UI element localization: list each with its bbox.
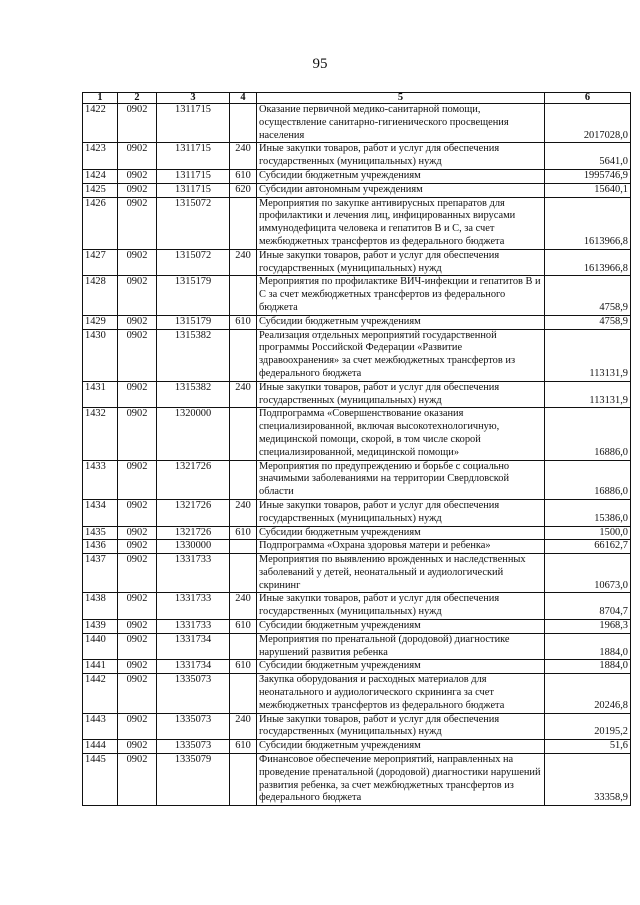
amount-cell: 1613966,8: [545, 249, 631, 276]
expense-type-cell: 610: [230, 660, 257, 674]
item-name-cell: Субсидии бюджетным учреждениям: [257, 169, 545, 183]
row-number-cell: 1440: [83, 633, 118, 660]
section-code-cell: 0902: [118, 143, 157, 170]
amount-cell: 8704,7: [545, 593, 631, 620]
item-name-cell: Реализация отдельных мероприятий государственной программы Российской Федерации «Развитие здравоохранения» за счет межбюджетных трансфертов из федерального бюджета: [257, 329, 545, 381]
section-code-cell: 0902: [118, 183, 157, 197]
column-header: 3: [157, 93, 230, 104]
target-code-cell: 1311715: [157, 183, 230, 197]
row-number-cell: 1442: [83, 674, 118, 713]
item-name-cell: Субсидии автономным учреждениям: [257, 183, 545, 197]
row-number-cell: 1422: [83, 104, 118, 143]
section-code-cell: 0902: [118, 329, 157, 381]
expense-type-cell: 240: [230, 713, 257, 740]
row-number-cell: 1427: [83, 249, 118, 276]
table-row: [83, 197, 631, 249]
section-code-cell: 0902: [118, 460, 157, 499]
row-number-cell: 1434: [83, 499, 118, 526]
item-name-cell: Подпрограмма «Совершенствование оказания специализированной, включая высокотехнологичную, медицинской помощи, скорой, в том числе скорой специализированной, медицинской помощи»: [257, 408, 545, 460]
item-name-cell: Субсидии бюджетным учреждениям: [257, 620, 545, 634]
amount-cell: 20195,2: [545, 713, 631, 740]
item-name-cell: Мероприятия по профилактике ВИЧ-инфекции и гепатитов В и С за счет межбюджетных трансфертов из федерального бюджета: [257, 276, 545, 315]
table-row: [83, 740, 631, 754]
target-code-cell: 1321726: [157, 526, 230, 540]
section-code-cell: 0902: [118, 276, 157, 315]
row-number-cell: 1441: [83, 660, 118, 674]
target-code-cell: 1315179: [157, 315, 230, 329]
target-code-cell: 1321726: [157, 499, 230, 526]
target-code-cell: 1311715: [157, 104, 230, 143]
item-name-cell: Подпрограмма «Охрана здоровья матери и ребенка»: [257, 540, 545, 554]
expense-type-cell: 240: [230, 381, 257, 408]
amount-cell: 51,6: [545, 740, 631, 754]
amount-cell: 1995746,9: [545, 169, 631, 183]
row-number-cell: 1430: [83, 329, 118, 381]
amount-cell: 15640,1: [545, 183, 631, 197]
expense-type-cell: [230, 633, 257, 660]
row-number-cell: 1445: [83, 754, 118, 806]
target-code-cell: 1311715: [157, 143, 230, 170]
expense-type-cell: 610: [230, 620, 257, 634]
target-code-cell: 1335079: [157, 754, 230, 806]
expense-type-cell: [230, 460, 257, 499]
item-name-cell: Субсидии бюджетным учреждениям: [257, 660, 545, 674]
expense-type-cell: [230, 197, 257, 249]
expense-type-cell: 620: [230, 183, 257, 197]
item-name-cell: Иные закупки товаров, работ и услуг для обеспечения государственных (муниципальных) нужд: [257, 713, 545, 740]
section-code-cell: 0902: [118, 633, 157, 660]
item-name-cell: Иные закупки товаров, работ и услуг для обеспечения государственных (муниципальных) нужд: [257, 381, 545, 408]
item-name-cell: Иные закупки товаров, работ и услуг для обеспечения государственных (муниципальных) нужд: [257, 499, 545, 526]
target-code-cell: 1331733: [157, 554, 230, 593]
section-code-cell: 0902: [118, 593, 157, 620]
amount-cell: 113131,9: [545, 329, 631, 381]
column-header: 2: [118, 93, 157, 104]
expense-type-cell: 610: [230, 315, 257, 329]
row-number-cell: 1438: [83, 593, 118, 620]
row-number-cell: 1432: [83, 408, 118, 460]
table-row: [83, 713, 631, 740]
target-code-cell: 1315179: [157, 276, 230, 315]
amount-cell: 4758,9: [545, 276, 631, 315]
section-code-cell: 0902: [118, 660, 157, 674]
expense-type-cell: 610: [230, 169, 257, 183]
amount-cell: 20246,8: [545, 674, 631, 713]
section-code-cell: 0902: [118, 197, 157, 249]
amount-cell: 1968,3: [545, 620, 631, 634]
page-number: 95: [312, 56, 328, 72]
section-code-cell: 0902: [118, 620, 157, 634]
table-row: [83, 674, 631, 713]
table-row: [83, 169, 631, 183]
item-name-cell: Закупка оборудования и расходных материалов для неонатального и аудиологического скрининга за счет межбюджетных трансфертов из федерального бюджета: [257, 674, 545, 713]
row-number-cell: 1437: [83, 554, 118, 593]
row-number-cell: 1424: [83, 169, 118, 183]
section-code-cell: 0902: [118, 499, 157, 526]
section-code-cell: 0902: [118, 249, 157, 276]
section-code-cell: 0902: [118, 740, 157, 754]
expense-type-cell: 240: [230, 143, 257, 170]
table-row: [83, 381, 631, 408]
target-code-cell: 1315382: [157, 381, 230, 408]
table-row: [83, 460, 631, 499]
row-number-cell: 1431: [83, 381, 118, 408]
expense-type-cell: [230, 554, 257, 593]
table-row: [83, 315, 631, 329]
amount-cell: 113131,9: [545, 381, 631, 408]
table-row: [83, 408, 631, 460]
row-number-cell: 1426: [83, 197, 118, 249]
target-code-cell: 1315072: [157, 197, 230, 249]
item-name-cell: Субсидии бюджетным учреждениям: [257, 526, 545, 540]
expense-type-cell: 240: [230, 249, 257, 276]
row-number-cell: 1428: [83, 276, 118, 315]
column-header: 6: [545, 93, 631, 104]
expense-type-cell: 610: [230, 526, 257, 540]
amount-cell: 1500,0: [545, 526, 631, 540]
expense-type-cell: 610: [230, 740, 257, 754]
expense-type-cell: 240: [230, 593, 257, 620]
row-number-cell: 1423: [83, 143, 118, 170]
item-name-cell: Иные закупки товаров, работ и услуг для обеспечения государственных (муниципальных) нужд: [257, 593, 545, 620]
table-row: [83, 183, 631, 197]
row-number-cell: 1436: [83, 540, 118, 554]
section-code-cell: 0902: [118, 381, 157, 408]
amount-cell: 1884,0: [545, 660, 631, 674]
amount-cell: 1613966,8: [545, 197, 631, 249]
row-number-cell: 1425: [83, 183, 118, 197]
amount-cell: 66162,7: [545, 540, 631, 554]
table-row: [83, 249, 631, 276]
table-row: [83, 633, 631, 660]
amount-cell: 5641,0: [545, 143, 631, 170]
item-name-cell: Финансовое обеспечение мероприятий, направленных на проведение пренатальной (дородовой) диагностики нарушений развития ребенка, за счет межбюджетных трансфертов из федерального бюджета: [257, 754, 545, 806]
column-header: 1: [83, 93, 118, 104]
table-row: [83, 329, 631, 381]
expense-type-cell: [230, 408, 257, 460]
target-code-cell: 1321726: [157, 460, 230, 499]
row-number-cell: 1435: [83, 526, 118, 540]
row-number-cell: 1433: [83, 460, 118, 499]
expense-type-cell: [230, 754, 257, 806]
section-code-cell: 0902: [118, 674, 157, 713]
amount-cell: 2017028,0: [545, 104, 631, 143]
table-row: [83, 554, 631, 593]
target-code-cell: 1335073: [157, 674, 230, 713]
item-name-cell: Мероприятия по пренатальной (дородовой) диагностике нарушений развития ребенка: [257, 633, 545, 660]
table-header-row: [83, 93, 631, 104]
section-code-cell: 0902: [118, 408, 157, 460]
expense-type-cell: [230, 329, 257, 381]
item-name-cell: Иные закупки товаров, работ и услуг для обеспечения государственных (муниципальных) нужд: [257, 143, 545, 170]
table-body: [83, 104, 631, 806]
target-code-cell: 1320000: [157, 408, 230, 460]
table-row: [83, 660, 631, 674]
target-code-cell: 1331734: [157, 633, 230, 660]
column-header: 4: [230, 93, 257, 104]
amount-cell: 10673,0: [545, 554, 631, 593]
row-number-cell: 1443: [83, 713, 118, 740]
expense-type-cell: [230, 540, 257, 554]
target-code-cell: 1315382: [157, 329, 230, 381]
expense-type-cell: [230, 104, 257, 143]
table-row: [83, 499, 631, 526]
table-row: [83, 540, 631, 554]
column-header: 5: [257, 93, 545, 104]
item-name-cell: Мероприятия по выявлению врожденных и наследственных заболеваний у детей, неонатальный и аудиологический скрининг: [257, 554, 545, 593]
row-number-cell: 1439: [83, 620, 118, 634]
row-number-cell: 1444: [83, 740, 118, 754]
amount-cell: 1884,0: [545, 633, 631, 660]
section-code-cell: 0902: [118, 169, 157, 183]
table-row: [83, 104, 631, 143]
target-code-cell: 1331733: [157, 593, 230, 620]
item-name-cell: Оказание первичной медико-санитарной помощи, осуществление санитарно-гигиенического просвещения населения: [257, 104, 545, 143]
section-code-cell: 0902: [118, 315, 157, 329]
row-number-cell: 1429: [83, 315, 118, 329]
item-name-cell: Субсидии бюджетным учреждениям: [257, 740, 545, 754]
section-code-cell: 0902: [118, 554, 157, 593]
section-code-cell: 0902: [118, 754, 157, 806]
target-code-cell: 1331734: [157, 660, 230, 674]
section-code-cell: 0902: [118, 526, 157, 540]
table-row: [83, 593, 631, 620]
item-name-cell: Мероприятия по предупреждению и борьбе с социально значимыми заболеваниями на территории Свердловской области: [257, 460, 545, 499]
expense-type-cell: [230, 276, 257, 315]
amount-cell: 16886,0: [545, 408, 631, 460]
section-code-cell: 0902: [118, 104, 157, 143]
target-code-cell: 1311715: [157, 169, 230, 183]
item-name-cell: Субсидии бюджетным учреждениям: [257, 315, 545, 329]
item-name-cell: Мероприятия по закупке антивирусных препаратов для профилактики и лечения лиц, инфицированных вирусами иммунодефицита человека и гепатитов В и С, за счет межбюджетных трансфертов из федерального бюджета: [257, 197, 545, 249]
table-row: [83, 754, 631, 806]
expense-type-cell: [230, 674, 257, 713]
section-code-cell: 0902: [118, 713, 157, 740]
amount-cell: 15386,0: [545, 499, 631, 526]
expense-type-cell: 240: [230, 499, 257, 526]
target-code-cell: 1315072: [157, 249, 230, 276]
target-code-cell: 1331733: [157, 620, 230, 634]
amount-cell: 16886,0: [545, 460, 631, 499]
amount-cell: 4758,9: [545, 315, 631, 329]
section-code-cell: 0902: [118, 540, 157, 554]
table-row: [83, 276, 631, 315]
target-code-cell: 1335073: [157, 713, 230, 740]
item-name-cell: Иные закупки товаров, работ и услуг для обеспечения государственных (муниципальных) нужд: [257, 249, 545, 276]
target-code-cell: 1330000: [157, 540, 230, 554]
amount-cell: 33358,9: [545, 754, 631, 806]
table-row: [83, 620, 631, 634]
table-row: [83, 526, 631, 540]
target-code-cell: 1335073: [157, 740, 230, 754]
table-row: [83, 143, 631, 170]
budget-table: [82, 92, 631, 806]
